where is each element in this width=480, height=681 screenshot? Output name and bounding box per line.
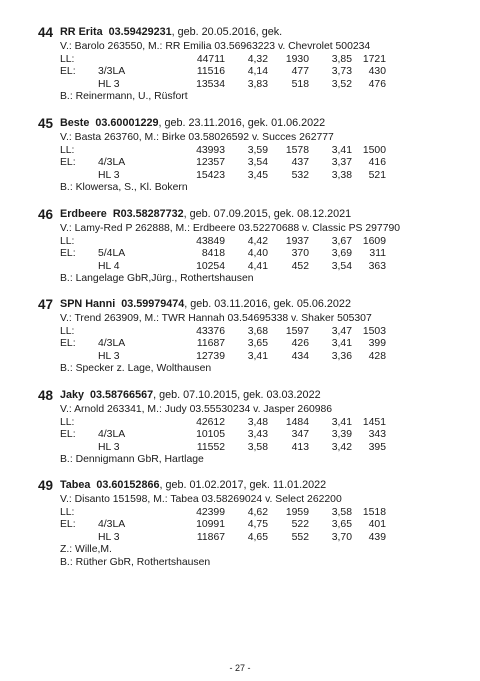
owner-text: B.: Langelage GbR,Jürg., Rothertshausen (60, 273, 254, 285)
pedigree-text: V.: Trend 263909, M.: TWR Hannah 03.54695338 v. Shaker 505307 (60, 313, 372, 324)
perf-protein-pct: 3,65 (331, 519, 352, 531)
perf-label: EL: (60, 519, 76, 531)
pedigree-line (38, 41, 458, 54)
perf-row-el (38, 66, 458, 79)
perf-protein-pct: 3,69 (331, 248, 352, 260)
cow-id: 03.60152866 (96, 479, 160, 491)
perf-protein-kg: 401 (368, 519, 386, 531)
perf-fat-pct: 3,48 (247, 416, 268, 428)
perf-protein-kg: 476 (368, 78, 386, 90)
perf-fat-kg: 1578 (285, 144, 309, 156)
owner-text: B.: Specker z. Lage, Wolthausen (60, 363, 212, 375)
perf-label: EL: (60, 338, 76, 350)
cow-dates: , geb. 07.10.2015, gek. 03.03.2022 (153, 389, 321, 401)
owner-text: B.: Dennigmann GbR, Hartlage (60, 454, 204, 466)
perf-row-hl (38, 532, 458, 545)
cow-dates: , geb. 03.11.2016, gek. 05.06.2022 (184, 298, 351, 310)
pedigree-line (38, 404, 458, 417)
perf-fat-kg: 437 (291, 157, 309, 169)
pedigree-text: V.: Disanto 151598, M.: Tabea 03.58269024 v. Select 262200 (60, 494, 342, 505)
owner-line (38, 363, 458, 376)
perf-milk-kg: 43849 (196, 235, 225, 247)
pedigree-line (38, 313, 458, 326)
perf-lactation: HL 3 (98, 169, 120, 181)
perf-lactation: HL 3 (98, 350, 120, 362)
perf-protein-pct: 3,54 (331, 260, 352, 272)
perf-protein-pct: 3,67 (331, 235, 352, 247)
perf-lactation: HL 3 (98, 78, 120, 90)
perf-protein-kg: 1518 (362, 506, 386, 518)
perf-protein-pct: 3,37 (331, 157, 352, 169)
pedigree-line (38, 223, 458, 236)
owner-line (38, 557, 458, 570)
perf-protein-pct: 3,41 (331, 338, 352, 350)
perf-row-el (38, 248, 458, 261)
perf-row-hl (38, 351, 458, 364)
owner-text: B.: Reinermann, U., Rüsfort (60, 91, 188, 103)
perf-milk-kg: 15423 (196, 169, 225, 181)
perf-fat-kg: 426 (291, 338, 309, 350)
perf-protein-kg: 1721 (362, 53, 386, 65)
perf-fat-kg: 477 (291, 66, 309, 78)
page-number: - 27 - (229, 663, 251, 673)
perf-fat-pct: 3,59 (247, 144, 268, 156)
perf-label: EL: (60, 248, 76, 260)
perf-label: EL: (60, 66, 76, 78)
perf-row-el (38, 157, 458, 170)
owner-text: B.: Klowersa, S., Kl. Bokern (60, 182, 188, 194)
perf-milk-kg: 8418 (201, 248, 225, 260)
perf-label: LL: (60, 506, 75, 518)
perf-fat-pct: 3,83 (247, 78, 268, 90)
perf-fat-kg: 1484 (285, 416, 309, 428)
entry-header (38, 115, 458, 132)
perf-row-hl (38, 261, 458, 274)
perf-milk-kg: 44711 (196, 53, 225, 65)
entry-title (60, 387, 321, 404)
perf-lactation: 4/3LA (98, 157, 126, 169)
perf-fat-kg: 1597 (285, 325, 309, 337)
perf-fat-pct: 3,58 (247, 441, 268, 453)
perf-row-ll (38, 417, 458, 430)
perf-protein-pct: 3,41 (331, 416, 352, 428)
cow-name: Jaky (60, 389, 85, 401)
entry-number: 46 (38, 207, 54, 222)
pedigree-text: V.: Basta 263760, M.: Birke 03.58026592 v. Succes 262777 (60, 132, 334, 143)
perf-fat-kg: 413 (291, 441, 309, 453)
cow-dates: , geb. 20.05.2016, gek. (171, 26, 283, 38)
perf-protein-pct: 3,39 (331, 429, 352, 441)
perf-milk-kg: 12357 (196, 157, 225, 169)
perf-milk-kg: 11552 (196, 441, 225, 453)
perf-protein-kg: 430 (368, 66, 386, 78)
entry-number: 45 (38, 116, 54, 131)
perf-protein-kg: 521 (368, 169, 386, 181)
perf-label: LL: (60, 53, 75, 65)
perf-lactation: 4/3LA (98, 338, 126, 350)
cow-id: 03.58766567 (90, 389, 154, 401)
owner-line (38, 273, 458, 286)
perf-label: LL: (60, 325, 75, 337)
breeder-line (38, 544, 458, 557)
perf-fat-pct: 4,14 (247, 66, 268, 78)
perf-row-ll (38, 507, 458, 520)
entry-header (38, 206, 458, 223)
perf-milk-kg: 11687 (196, 338, 225, 350)
perf-protein-pct: 3,85 (331, 53, 352, 65)
perf-fat-kg: 347 (291, 429, 309, 441)
perf-protein-kg: 1451 (362, 416, 386, 428)
perf-lactation: 4/3LA (98, 429, 126, 441)
perf-protein-kg: 428 (368, 350, 386, 362)
perf-milk-kg: 43376 (196, 325, 225, 337)
breeder-text: Z.: Wille,M. (60, 544, 112, 556)
cow-entry (38, 24, 458, 104)
perf-protein-kg: 1609 (362, 235, 386, 247)
perf-lactation: 4/3LA (98, 519, 126, 531)
perf-lactation: HL 4 (98, 260, 120, 272)
perf-fat-pct: 4,62 (247, 506, 268, 518)
perf-row-el (38, 338, 458, 351)
owner-line (38, 91, 458, 104)
perf-milk-kg: 10105 (196, 429, 225, 441)
perf-protein-kg: 1500 (362, 144, 386, 156)
cow-id: 03.59429231 (108, 26, 172, 38)
owner-line (38, 182, 458, 195)
perf-milk-kg: 11867 (196, 531, 225, 543)
perf-milk-kg: 10254 (196, 260, 225, 272)
entry-title (60, 206, 351, 223)
perf-fat-pct: 3,65 (247, 338, 268, 350)
perf-row-hl (38, 79, 458, 92)
perf-protein-pct: 3,38 (331, 169, 352, 181)
perf-fat-kg: 1930 (285, 53, 309, 65)
perf-fat-kg: 452 (291, 260, 309, 272)
cow-name: Tabea (60, 479, 91, 491)
perf-protein-pct: 3,58 (331, 506, 352, 518)
perf-protein-pct: 3,52 (331, 78, 352, 90)
cow-id: 03.60001229 (95, 117, 159, 129)
cow-entry (38, 477, 458, 570)
cow-entry (38, 387, 458, 467)
perf-protein-pct: 3,47 (331, 325, 352, 337)
perf-row-hl (38, 170, 458, 183)
perf-fat-pct: 3,54 (247, 157, 268, 169)
owner-line (38, 454, 458, 467)
perf-fat-pct: 4,41 (247, 260, 268, 272)
perf-row-ll (38, 54, 458, 67)
perf-fat-kg: 370 (291, 248, 309, 260)
perf-fat-kg: 1959 (285, 506, 309, 518)
pedigree-line (38, 132, 458, 145)
entry-header (38, 24, 458, 41)
perf-milk-kg: 13534 (196, 78, 225, 90)
perf-fat-pct: 4,40 (247, 248, 268, 260)
perf-fat-kg: 522 (291, 519, 309, 531)
perf-row-el (38, 519, 458, 532)
perf-protein-kg: 343 (368, 429, 386, 441)
perf-protein-pct: 3,70 (331, 531, 352, 543)
perf-row-ll (38, 145, 458, 158)
perf-fat-kg: 1937 (285, 235, 309, 247)
entry-number: 49 (38, 478, 54, 493)
perf-milk-kg: 11516 (196, 66, 225, 78)
perf-fat-kg: 532 (291, 169, 309, 181)
entry-header (38, 477, 458, 494)
perf-fat-pct: 3,43 (247, 429, 268, 441)
perf-protein-kg: 1503 (362, 325, 386, 337)
perf-fat-pct: 4,65 (247, 531, 268, 543)
perf-lactation: HL 3 (98, 441, 120, 453)
perf-lactation: 3/3LA (98, 66, 126, 78)
perf-label: LL: (60, 416, 75, 428)
entry-header (38, 387, 458, 404)
entry-number: 44 (38, 25, 54, 40)
perf-row-ll (38, 326, 458, 339)
perf-protein-kg: 416 (368, 157, 386, 169)
perf-fat-pct: 3,41 (247, 350, 268, 362)
perf-label: LL: (60, 144, 75, 156)
cow-dates: , geb. 23.11.2016, gek. 01.06.2022 (158, 117, 326, 129)
perf-protein-kg: 439 (368, 531, 386, 543)
perf-protein-pct: 3,41 (331, 144, 352, 156)
perf-protein-pct: 3,36 (331, 350, 352, 362)
perf-protein-kg: 311 (369, 248, 386, 260)
perf-row-el (38, 429, 458, 442)
perf-label: LL: (60, 235, 75, 247)
perf-protein-kg: 399 (368, 338, 386, 350)
entry-title (60, 24, 282, 41)
cow-entry (38, 115, 458, 195)
entry-number: 47 (38, 297, 54, 312)
entry-title (60, 477, 326, 494)
perf-fat-kg: 434 (291, 350, 309, 362)
perf-fat-kg: 518 (291, 78, 309, 90)
cow-entry (38, 206, 458, 286)
cow-dates: , geb. 07.09.2015, gek. 08.12.2021 (183, 208, 352, 220)
perf-row-ll (38, 236, 458, 249)
perf-fat-pct: 4,75 (247, 519, 268, 531)
perf-lactation: HL 3 (98, 531, 120, 543)
perf-label: EL: (60, 429, 76, 441)
perf-protein-kg: 395 (368, 441, 386, 453)
perf-protein-pct: 3,42 (331, 441, 352, 453)
perf-protein-kg: 363 (368, 260, 386, 272)
perf-milk-kg: 10991 (196, 519, 225, 531)
entry-title (60, 115, 325, 132)
pedigree-text: V.: Arnold 263341, M.: Judy 03.55530234 v. Jasper 260986 (60, 404, 333, 415)
perf-milk-kg: 42399 (196, 506, 225, 518)
perf-fat-kg: 552 (291, 531, 309, 543)
cow-name: SPN Hanni (60, 298, 116, 310)
entry-number: 48 (38, 388, 54, 403)
entry-title (60, 296, 351, 313)
pedigree-line (38, 494, 458, 507)
owner-text: B.: Rüther GbR, Rothertshausen (60, 556, 211, 568)
pedigree-text: V.: Lamy-Red P 262888, M.: Erdbeere 03.52270688 v. Classic PS 297790 (60, 223, 401, 234)
cow-name: Erdbeere (60, 208, 107, 220)
cow-id: R03.58287732 (112, 208, 184, 220)
perf-fat-pct: 4,42 (247, 235, 268, 247)
cow-id: 03.59979474 (121, 298, 185, 310)
cow-name: Beste (60, 117, 90, 129)
perf-row-hl (38, 442, 458, 455)
perf-milk-kg: 12739 (196, 350, 225, 362)
perf-fat-pct: 3,45 (247, 169, 268, 181)
perf-label: EL: (60, 157, 76, 169)
perf-fat-pct: 4,32 (247, 53, 268, 65)
entry-header (38, 296, 458, 313)
cow-name: RR Erita (60, 26, 103, 38)
cow-entry (38, 296, 458, 376)
perf-milk-kg: 42612 (196, 416, 225, 428)
cow-dates: , geb. 01.02.2017, gek. 11.01.2022 (159, 479, 327, 491)
pedigree-text: V.: Barolo 263550, M.: RR Emilia 03.56963223 v. Chevrolet 500234 (60, 41, 371, 52)
perf-milk-kg: 43993 (196, 144, 225, 156)
perf-fat-pct: 3,68 (247, 325, 268, 337)
perf-lactation: 5/4LA (98, 248, 126, 260)
perf-protein-pct: 3,73 (331, 66, 352, 78)
